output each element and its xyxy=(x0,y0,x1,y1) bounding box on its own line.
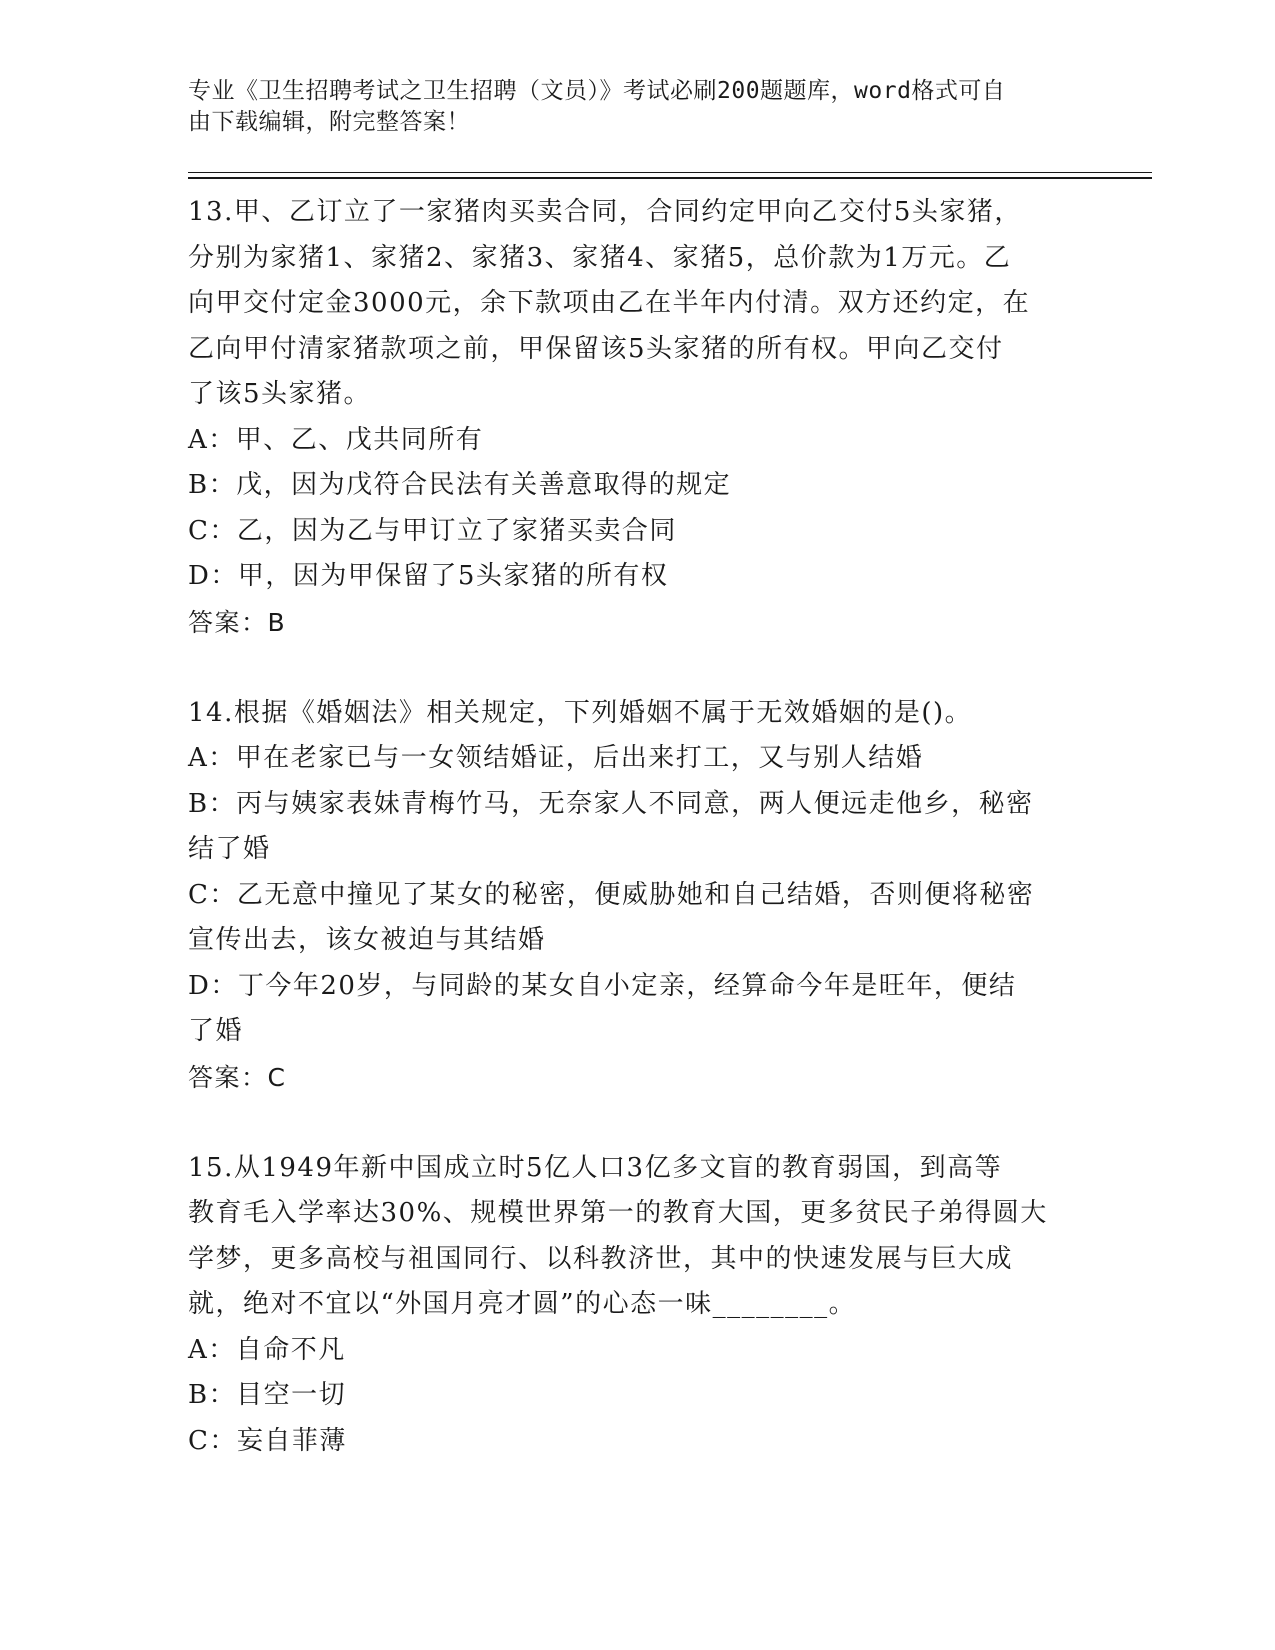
question-spacer xyxy=(188,1100,1068,1146)
option-c: C：妄自菲薄 xyxy=(188,1425,347,1456)
question-text-line: 15.从1949年新中国成立时5亿人口3亿多文盲的教育弱国，到高等 xyxy=(188,1152,1003,1183)
document-header xyxy=(188,76,1068,138)
question-list xyxy=(188,190,1068,1464)
option-b: B：丙与姨家表妹青梅竹马，无奈家人不同意，两人便远走他乡，秘密 xyxy=(188,788,1034,819)
option-b: B：戊，因为戊符合民法有关善意取得的规定 xyxy=(188,470,732,500)
answer-label: 答案：B xyxy=(188,607,287,637)
question-text-line: 向甲交付定金3000元，余下款项由乙在半年内付清。双方还约定，在 xyxy=(188,288,1031,318)
question-15 xyxy=(188,1146,1068,1465)
option-c: C：乙，因为乙与甲订立了家猪买卖合同 xyxy=(188,515,677,546)
question-text-line: 就，绝对不宜以“外国月亮才圆”的心态一味________。 xyxy=(188,1289,857,1319)
question-text-line: 14.根据《婚姻法》相关规定，下列婚姻不属于无效婚姻的是()。 xyxy=(188,697,973,728)
question-text-line: 学梦，更多高校与祖国同行、以科教济世，其中的快速发展与巨大成 xyxy=(188,1243,1014,1274)
question-13 xyxy=(188,190,1068,645)
option-c-continued: 宣传出去，该女被迫与其结婚 xyxy=(188,925,546,955)
question-text-line: 乙向甲付清家猪款项之前，甲保留该5头家猪的所有权。甲向乙交付 xyxy=(188,333,1004,364)
question-text-line: 教育毛入学率达30%、规模世界第一的教育大国，更多贫民子弟得圆大 xyxy=(188,1198,1048,1228)
option-c: C：乙无意中撞见了某女的秘密，便威胁她和自己结婚，否则便将秘密 xyxy=(188,879,1035,910)
option-a: A：甲、乙、戊共同所有 xyxy=(188,424,484,455)
question-text-line: 了该5头家猪。 xyxy=(188,379,372,409)
option-b-continued: 结了婚 xyxy=(188,834,271,864)
option-d-continued: 了婚 xyxy=(188,1016,244,1046)
question-14 xyxy=(188,691,1068,1101)
question-text-line: 分别为家猪1、家猪2、家猪3、家猪4、家猪5，总价款为1万元。乙 xyxy=(188,242,1012,273)
option-a: A：自命不凡 xyxy=(188,1334,346,1365)
answer-label: 答案：C xyxy=(188,1062,287,1092)
question-spacer xyxy=(188,645,1068,691)
header-divider-thick xyxy=(188,177,1152,179)
header-title-line-2: 由下载编辑，附完整答案！ xyxy=(188,109,470,135)
option-b: B：目空一切 xyxy=(188,1380,347,1410)
option-d: D：甲，因为甲保留了5头家猪的所有权 xyxy=(188,561,669,591)
header-title-line-1: 专业《卫生招聘考试之卫生招聘（文员）》考试必刷200题题库，word格式可自 xyxy=(188,78,1006,104)
header-divider-thin xyxy=(188,172,1152,173)
option-a: A：甲在老家已与一女领结婚证，后出来打工，又与别人结婚 xyxy=(188,743,924,773)
question-text-line: 13.甲、乙订立了一家猪肉买卖合同，合同约定甲向乙交付5头家猪， xyxy=(188,197,1022,227)
option-d: D：丁今年20岁，与同龄的某女自小定亲，经算命今年是旺年，便结 xyxy=(188,970,1017,1001)
